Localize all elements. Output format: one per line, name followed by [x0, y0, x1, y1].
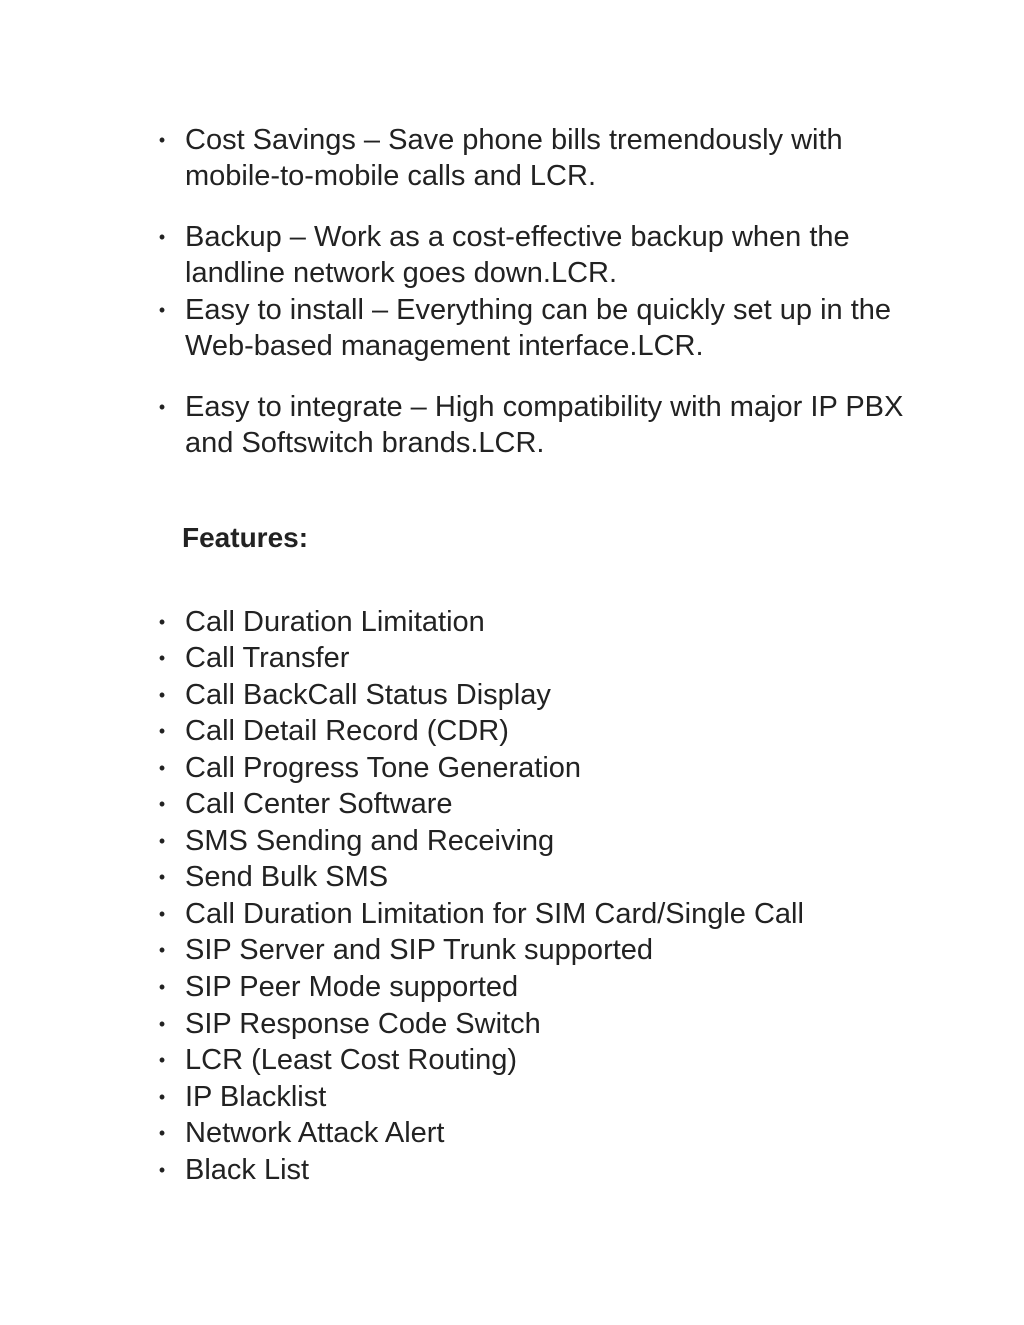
benefit-item: [158, 122, 915, 194]
feature-item: [158, 1042, 518, 1078]
feature-item: [158, 823, 555, 859]
feature-item: [158, 1152, 310, 1188]
bullet-icon: •: [158, 300, 166, 320]
feature-item: [158, 859, 389, 895]
feature-text: Call Center Software: [185, 788, 453, 820]
feature-item: [158, 932, 654, 968]
feature-item: [158, 640, 350, 676]
bullet-icon: •: [158, 130, 166, 150]
feature-item: [158, 969, 519, 1005]
bullet-icon: •: [158, 612, 166, 632]
bullet-icon: •: [158, 940, 166, 960]
feature-item: [158, 604, 485, 640]
bullet-icon: •: [158, 721, 166, 741]
benefit-item: [158, 292, 915, 364]
feature-text: Black List: [185, 1154, 310, 1186]
bullet-icon: •: [158, 685, 166, 705]
features-heading: Features:: [182, 522, 309, 553]
feature-item: [158, 713, 509, 749]
benefit-text: Backup – Work as a cost-effective backup when the landline network goes down.LCR.: [185, 221, 850, 289]
benefit-text: Easy to install – Everything can be quickly set up in the Web-based management interface.LCR.: [185, 294, 892, 362]
feature-text: Call BackCall Status Display: [185, 679, 551, 711]
bullet-icon: •: [158, 794, 166, 814]
bullet-icon: •: [158, 227, 166, 247]
feature-item: [158, 896, 804, 932]
benefit-item: [158, 389, 915, 461]
bullet-icon: •: [158, 397, 166, 417]
feature-item: [158, 750, 582, 786]
feature-text: Send Bulk SMS: [185, 861, 389, 893]
bullet-icon: •: [158, 1050, 166, 1070]
feature-text: SIP Peer Mode supported: [185, 971, 519, 1003]
feature-text: LCR (Least Cost Routing): [185, 1044, 518, 1076]
bullet-icon: •: [158, 1123, 166, 1143]
bullet-icon: •: [158, 1160, 166, 1180]
feature-item: [158, 1115, 445, 1151]
bullet-icon: •: [158, 904, 166, 924]
feature-text: Network Attack Alert: [185, 1117, 445, 1149]
feature-text: Call Duration Limitation: [185, 606, 485, 638]
feature-text: Call Detail Record (CDR): [185, 715, 509, 747]
benefit-text: Cost Savings – Save phone bills tremendously with mobile-to-mobile calls and LCR.: [185, 124, 843, 192]
feature-item: [158, 786, 453, 822]
bullet-icon: •: [158, 831, 166, 851]
feature-text: SIP Response Code Switch: [185, 1008, 541, 1040]
feature-item: [158, 677, 551, 713]
feature-text: Call Progress Tone Generation: [185, 752, 582, 784]
feature-text: Call Transfer: [185, 642, 350, 674]
bullet-icon: •: [158, 977, 166, 997]
feature-text: IP Blacklist: [185, 1081, 327, 1113]
bullet-icon: •: [158, 648, 166, 668]
benefit-item: [158, 219, 915, 291]
benefit-text: Easy to integrate – High compatibility with major IP PBX and Softswitch brands.LCR.: [185, 391, 904, 459]
feature-text: Call Duration Limitation for SIM Card/Single Call: [185, 898, 804, 930]
bullet-icon: •: [158, 867, 166, 887]
bullet-icon: •: [158, 1014, 166, 1034]
feature-text: SMS Sending and Receiving: [185, 825, 555, 857]
feature-text: SIP Server and SIP Trunk supported: [185, 934, 654, 966]
feature-item: [158, 1006, 541, 1042]
feature-item: [158, 1079, 327, 1115]
bullet-icon: •: [158, 758, 166, 778]
bullet-icon: •: [158, 1087, 166, 1107]
